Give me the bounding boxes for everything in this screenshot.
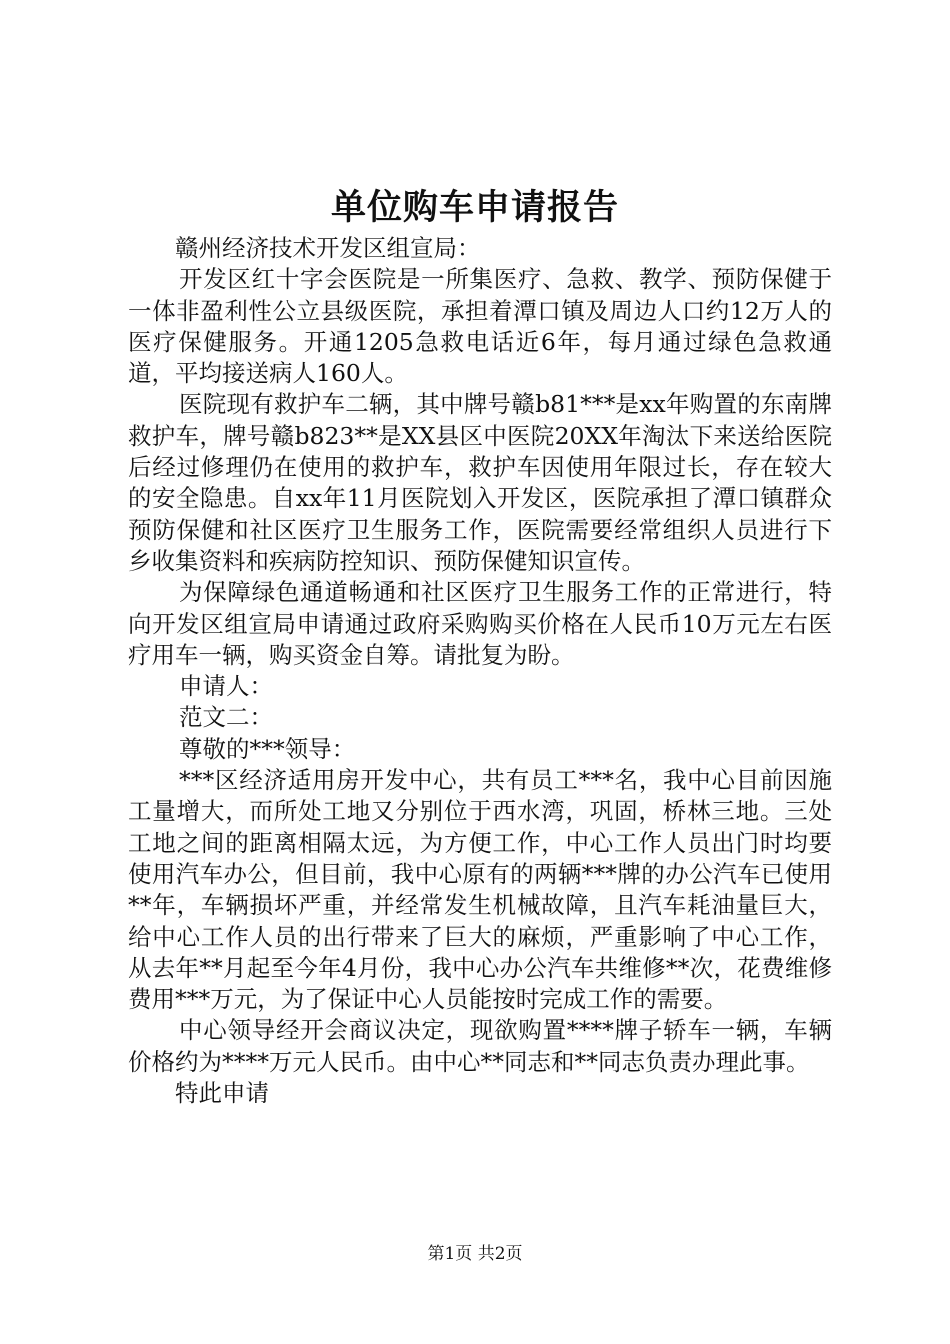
paragraph-addressee: 赣州经济技术开发区组宣局： [175, 234, 481, 262]
paragraph-ambulance-status: 医院现有救护车二辆，其中牌号赣b81***是xx年购置的东南牌救护车，牌号赣b823**是XX县区中医院20XX年淘汰下来送给医院后经过修理仍在使用的救护车，救护车因使用年限过长，存在较大的安全隐患。自xx年11月医院划入开发区，医院承担了潭口镇群众预防保健和社区医疗卫生服务工作，医院需要经常组织人员进行下乡收集资料和疾病防控知识、预防保健知识宣传。 [128, 390, 832, 575]
paragraph-purchase-request: 为保障绿色通道畅通和社区医疗卫生服务工作的正常进行，特向开发区组宣局申请通过政府采购购买价格在人民币10万元左右医疗用车一辆，购买资金自筹。请批复为盼。 [128, 578, 832, 669]
paragraph-greeting: 尊敬的***领导： [179, 734, 356, 763]
paragraph-center-situation: ***区经济适用房开发中心，共有员工***名，我中心目前因施工量增大，而所处工地又分别位于西水湾，巩固，桥林三地。三处工地之间的距离相隔太远，为方便工作，中心工作人员出门时均要使用汽车办公，但目前，我中心原有的两辆***牌的办公汽车已使用**年，车辆损坏严重，并经常发生机械故障，且汽车耗油量巨大，给中心工作人员的出行带来了巨大的麻烦，严重影响了中心工作，从去年**月起至今年4月份，我中心办公汽车共维修**次，花费维修费用***万元，为了保证中心人员能按时完成工作的需要。 [128, 766, 832, 1014]
paragraph-closing: 特此申请 [175, 1079, 269, 1108]
page-number-footer: 第1页 共2页 [427, 1244, 523, 1264]
document-title: 单位购车申请报告 [330, 187, 619, 228]
paragraph-hospital-intro: 开发区红十字会医院是一所集医疗、急救、教学、预防保健于一体非盈利性公立县级医院，承担着潭口镇及周边人口约12万人的医疗保健服务。开通1205急救电话近6年，每月通过绿色急救通道，平均接送病人160人。 [128, 265, 832, 388]
paragraph-sample-two: 范文二： [179, 703, 273, 732]
document-body [128, 233, 832, 1109]
paragraph-decision: 中心领导经开会商议决定，现欲购置****牌子轿车一辆，车辆价格约为****万元人民币。由中心**同志和**同志负责办理此事。 [128, 1016, 832, 1076]
paragraph-applicant: 申请人： [179, 672, 273, 701]
